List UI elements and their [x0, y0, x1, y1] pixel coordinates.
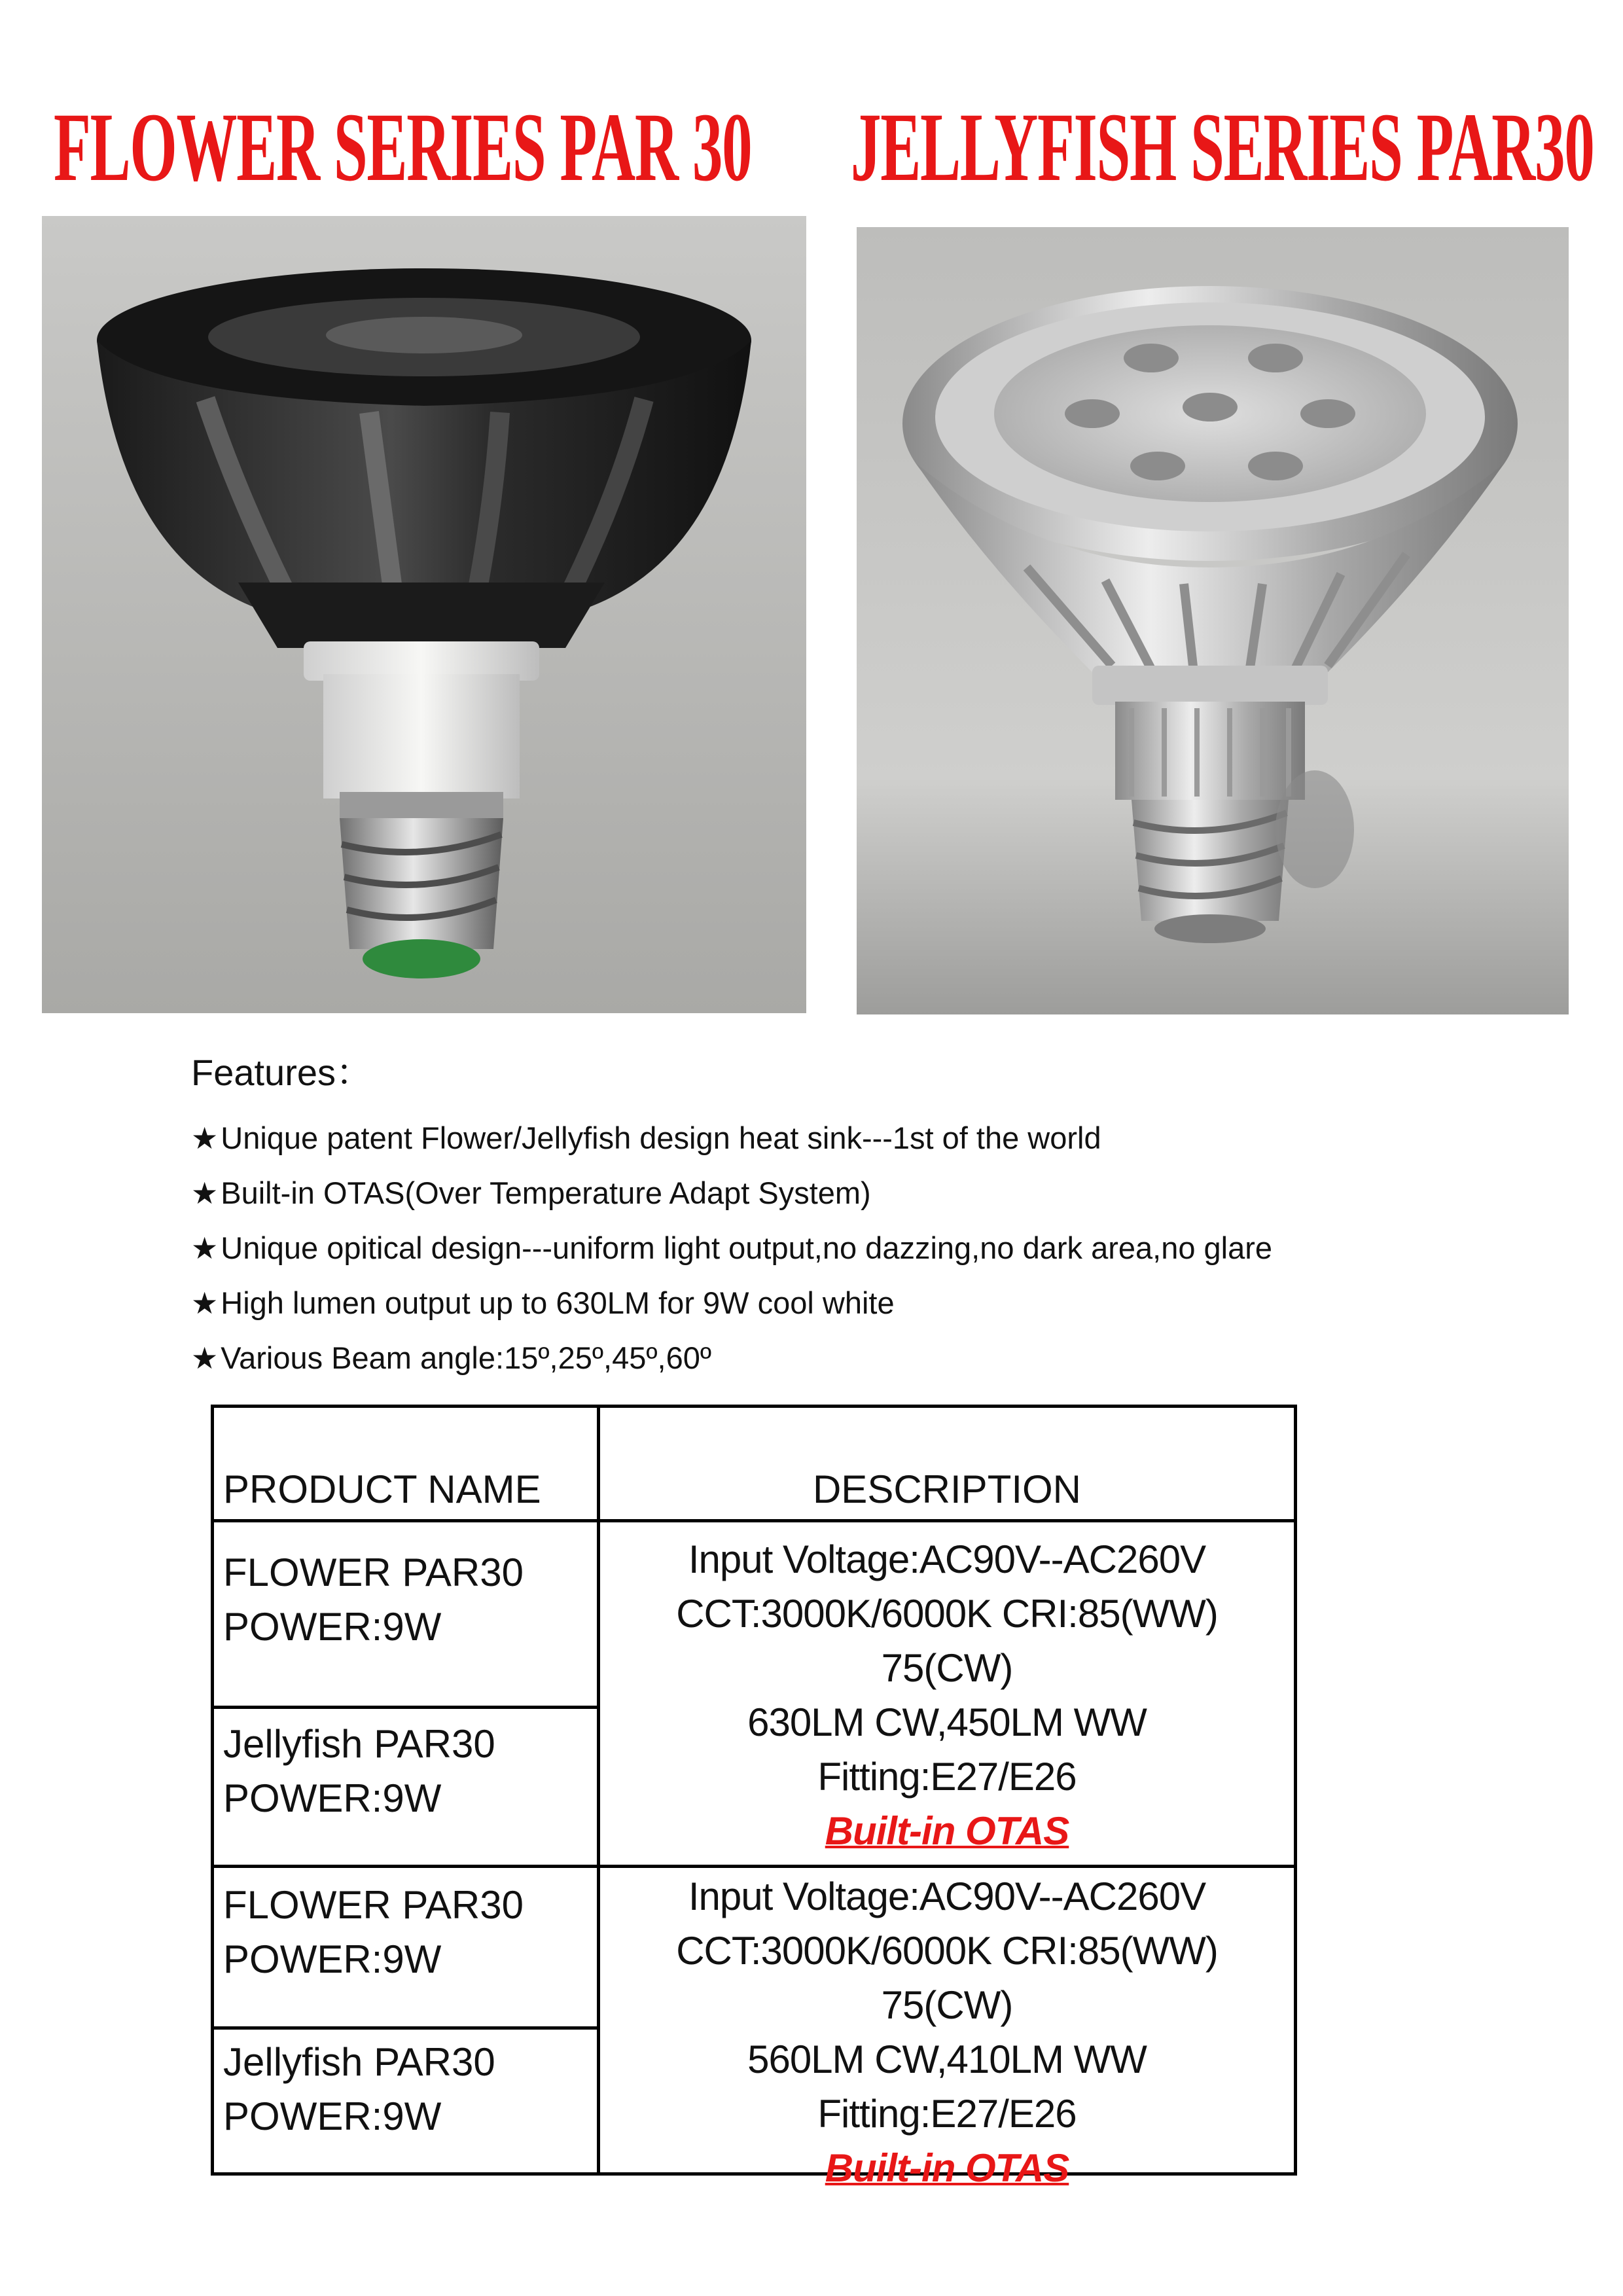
- header-product-name: PRODUCT NAME: [223, 1467, 541, 1511]
- description-line: 630LM CW,450LM WW: [747, 1700, 1147, 1744]
- star-icon: ★: [191, 1286, 219, 1320]
- feature-text: Built-in OTAS(Over Temperature Adapt System): [221, 1175, 871, 1210]
- feature-item: [191, 1331, 1272, 1386]
- star-icon: ★: [191, 1121, 219, 1155]
- table-row-divider: [214, 1706, 598, 1709]
- star-icon: ★: [191, 1176, 219, 1210]
- product-power: POWER:9W: [223, 1776, 442, 1820]
- description-line: 75(CW): [881, 1983, 1013, 2027]
- table-row: [214, 1717, 597, 1825]
- feature-text: Unique patent Flower/Jellyfish design heat sink---1st of the world: [221, 1121, 1101, 1155]
- description-line: 560LM CW,410LM WW: [747, 2037, 1147, 2081]
- feature-item: [191, 1221, 1272, 1276]
- title-flower-series: FLOWER SERIES PAR 30: [54, 93, 752, 202]
- header-description: DESCRIPTION: [812, 1467, 1082, 1511]
- description-line: 75(CW): [881, 1646, 1013, 1690]
- title-jellyfish-series: JELLYFISH SERIES PAR30: [851, 93, 1594, 202]
- spec-table: [211, 1405, 1297, 2187]
- flower-par30-bulb-photo: [42, 216, 806, 1013]
- features-title: Features：: [191, 1052, 372, 1093]
- feature-item: [191, 1111, 1272, 1166]
- table-row: [214, 1878, 597, 1986]
- otas-highlight: Built-in OTAS: [825, 1809, 1069, 1853]
- product-name: FLOWER PAR30: [223, 1883, 524, 1927]
- table-group-divider: [214, 1865, 1294, 1868]
- description-line: Input Voltage:AC90V--AC260V: [688, 1874, 1206, 1918]
- star-icon: ★: [191, 1231, 219, 1265]
- product-power: POWER:9W: [223, 2094, 442, 2138]
- description-line: Fitting:E27/E26: [817, 2092, 1077, 2136]
- description-line: CCT:3000K/6000K CRI:85(WW): [676, 1592, 1218, 1636]
- feature-text: Unique opitical design---uniform light output,no dazzing,no dark area,no glare: [221, 1230, 1273, 1265]
- description-line: CCT:3000K/6000K CRI:85(WW): [676, 1929, 1218, 1973]
- description-group-2: [600, 1869, 1294, 2187]
- star-icon: ★: [191, 1341, 219, 1375]
- table-row: [214, 2035, 597, 2144]
- product-power: POWER:9W: [223, 1937, 442, 1981]
- feature-text: Various Beam angle:15º,25º,45º,60º: [221, 1340, 712, 1375]
- description-line: Input Voltage:AC90V--AC260V: [688, 1537, 1206, 1581]
- otas-highlight: Built-in OTAS: [825, 2146, 1069, 2187]
- description-group-1: [600, 1532, 1294, 1858]
- jellyfish-par30-bulb-photo: [857, 227, 1569, 1014]
- feature-item: [191, 1166, 1272, 1221]
- product-power: POWER:9W: [223, 1605, 442, 1649]
- product-name: Jellyfish PAR30: [223, 2040, 495, 2084]
- table-row-divider: [214, 2026, 598, 2030]
- feature-item: [191, 1276, 1272, 1331]
- product-name: Jellyfish PAR30: [223, 1722, 495, 1766]
- product-name: FLOWER PAR30: [223, 1551, 524, 1594]
- features-section: [191, 1044, 1272, 1386]
- table-row: [214, 1545, 597, 1654]
- table-header-divider: [214, 1519, 1294, 1522]
- description-line: Fitting:E27/E26: [817, 1755, 1077, 1799]
- feature-text: High lumen output up to 630LM for 9W cool white: [221, 1285, 895, 1320]
